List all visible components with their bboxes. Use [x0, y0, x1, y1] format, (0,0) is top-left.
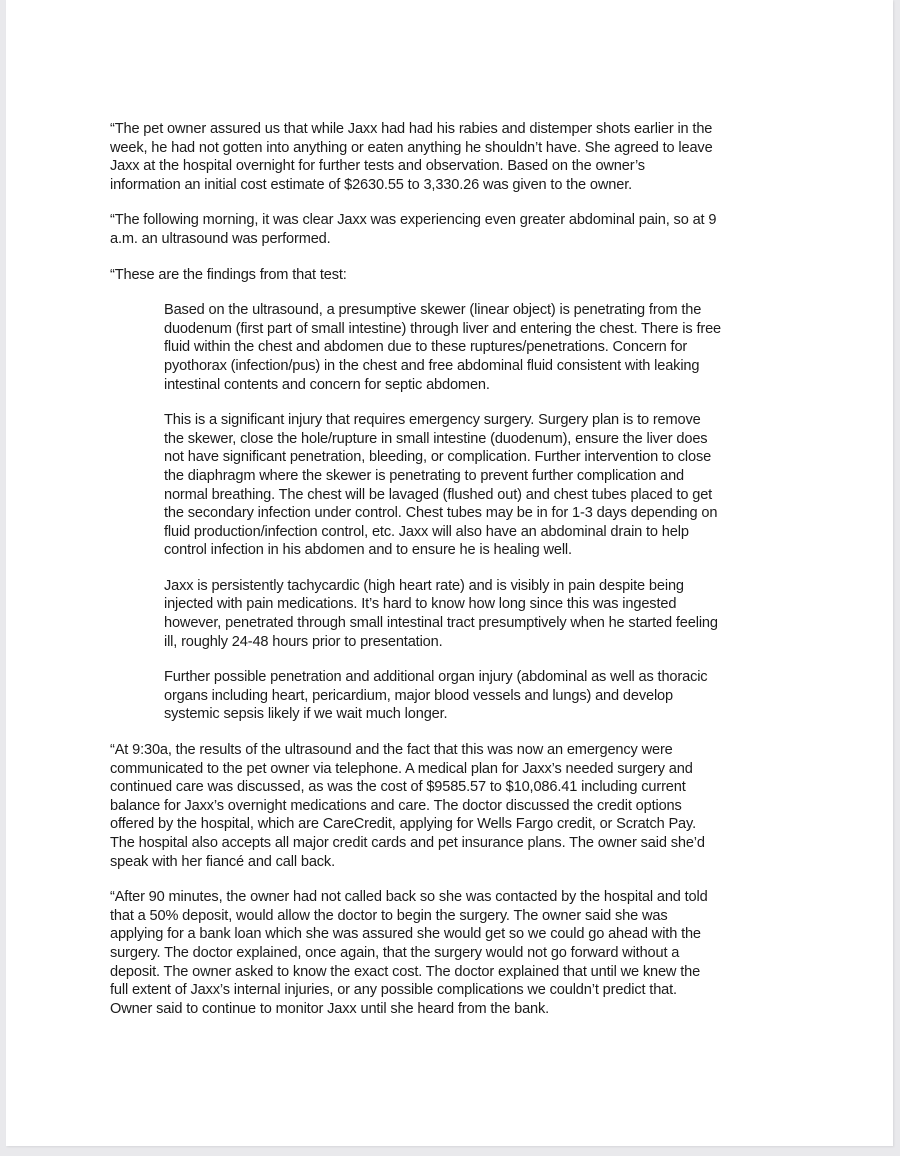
- text-line: that a 50% deposit, would allow the doctor to begin the surgery. The owner said she was: [110, 907, 668, 924]
- paragraph-following-morning: [110, 211, 800, 248]
- text-line: Owner said to continue to monitor Jaxx until she heard from the bank.: [110, 1000, 550, 1017]
- paragraph-owner-assurance: [110, 120, 800, 194]
- text-line: information an initial cost estimate of $2630.55 to 3,330.26 was given to the owner.: [110, 176, 633, 193]
- text-line: the diaphragm where the skewer is penetrating to prevent further complication and: [164, 467, 685, 484]
- paragraph-findings-intro: [110, 266, 800, 285]
- text-line: fluid within the chest and abdomen due to these ruptures/penetrations. Concern for: [164, 339, 688, 356]
- text-line: balance for Jaxx’s overnight medications and care. The doctor discussed the credit options: [110, 797, 682, 814]
- text-line: Further possible penetration and additional organ injury (abdominal as well as thoracic: [164, 669, 708, 686]
- text-line: duodenum (first part of small intestine) through liver and entering the chest. There is free: [164, 320, 722, 337]
- finding-ultrasound-skewer: [164, 301, 804, 394]
- text-line: a.m. an ultrasound was performed.: [110, 230, 331, 247]
- document-page: [6, 0, 893, 1146]
- text-line: “These are the findings from that test:: [110, 266, 347, 283]
- finding-risk: [164, 668, 804, 724]
- text-line: the secondary infection under control. Chest tubes may be in for 1-3 days depending on: [164, 505, 718, 522]
- text-line: Jaxx is persistently tachycardic (high heart rate) and is visibly in pain despite being: [164, 577, 684, 594]
- document-body: [110, 120, 800, 1035]
- text-line: “At 9:30a, the results of the ultrasound and the fact that this was now an emergency were: [110, 742, 673, 759]
- text-line: normal breathing. The chest will be lavaged (flushed out) and chest tubes placed to get: [164, 486, 713, 503]
- text-line: Based on the ultrasound, a presumptive skewer (linear object) is penetrating from the: [164, 302, 702, 319]
- text-line: Jaxx at the hospital overnight for further tests and observation. Based on the owner’s: [110, 158, 645, 175]
- text-line: speak with her fiancé and call back.: [110, 853, 335, 870]
- text-line: applying for a bank loan which she was assured she would get so we could go ahead with the: [110, 926, 701, 943]
- text-line: This is a significant injury that requires emergency surgery. Surgery plan is to remove: [164, 412, 701, 429]
- text-line: “The pet owner assured us that while Jaxx had had his rabies and distemper shots earlier in the: [110, 121, 713, 137]
- text-line: deposit. The owner asked to know the exact cost. The doctor explained that until we knew the: [110, 963, 701, 980]
- paragraph-deposit: [110, 888, 800, 1018]
- text-line: injected with pain medications. It’s hard to know how long since this was ingested: [164, 596, 677, 613]
- paragraph-emergency-call: [110, 741, 800, 871]
- text-line: full extent of Jaxx’s internal injuries, or any possible complications we couldn’t predict that.: [110, 982, 677, 999]
- text-line: organs including heart, pericardium, major blood vessels and lungs) and develop: [164, 687, 673, 704]
- text-line: fluid production/infection control, etc. Jaxx will also have an abdominal drain to help: [164, 523, 689, 540]
- text-line: intestinal contents and concern for septic abdomen.: [164, 376, 490, 393]
- text-line: offered by the hospital, which are CareCredit, applying for Wells Fargo credit, or Scratch Pay.: [110, 816, 696, 833]
- text-line: week, he had not gotten into anything or eaten anything he shouldn’t have. She agreed to leave: [110, 139, 713, 156]
- text-line: surgery. The doctor explained, once again, that the surgery would not go forward without a: [110, 944, 680, 961]
- text-line: however, penetrated through small intestinal tract presumptively when he started feeling: [164, 615, 718, 632]
- text-line: The hospital also accepts all major credit cards and pet insurance plans. The owner said she’d: [110, 835, 705, 851]
- text-line: control infection in his abdomen and to ensure he is healing well.: [164, 542, 572, 559]
- finding-surgery-plan: [164, 411, 804, 560]
- text-line: continued care was discussed, as was the cost of $9585.57 to $10,086.41 including current: [110, 779, 686, 796]
- text-line: “The following morning, it was clear Jaxx was experiencing even greater abdominal pain, so at 9: [110, 212, 717, 229]
- text-line: the skewer, close the hole/rupture in small intestine (duodenum), ensure the liver does: [164, 430, 708, 447]
- text-line: systemic sepsis likely if we wait much longer.: [164, 706, 448, 723]
- text-line: communicated to the pet owner via telephone. A medical plan for Jaxx’s needed surgery and: [110, 760, 693, 777]
- finding-tachycardia: [164, 577, 804, 651]
- text-line: “After 90 minutes, the owner had not called back so she was contacted by the hospital and told: [110, 889, 708, 906]
- text-line: ill, roughly 24-48 hours prior to presentation.: [164, 633, 443, 650]
- text-line: pyothorax (infection/pus) in the chest and free abdominal fluid consistent with leaking: [164, 357, 700, 374]
- text-line: not have significant penetration, bleeding, or complication. Further intervention to close: [164, 449, 712, 466]
